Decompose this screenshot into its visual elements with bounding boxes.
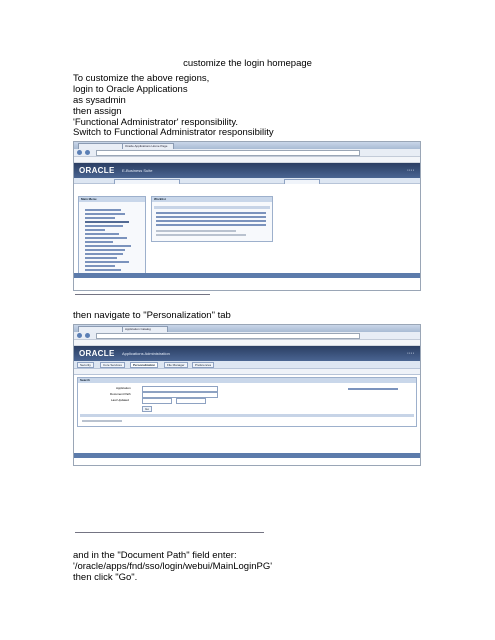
label-last-updated: Last Updated <box>111 398 129 402</box>
final-line: then click "Go". <box>73 572 138 583</box>
page-footer <box>74 273 420 278</box>
search-region <box>77 377 417 427</box>
menu-item[interactable] <box>85 245 131 247</box>
label-document-path: Document Path <box>110 392 131 396</box>
browser-titlebar <box>74 325 420 332</box>
worklist-row[interactable] <box>156 212 266 214</box>
app-name: Applications Administration <box>122 351 170 356</box>
back-icon[interactable] <box>77 333 82 338</box>
worklist-note <box>156 230 236 232</box>
step-personalization: then navigate to "Personalization" tab <box>73 310 231 321</box>
last-updated-from[interactable] <box>142 398 172 404</box>
menu-item[interactable] <box>85 229 105 231</box>
worklist-row[interactable] <box>156 216 266 218</box>
intro-line: To customize the above regions, <box>73 73 210 84</box>
address-bar[interactable] <box>96 333 360 339</box>
address-row <box>74 149 420 157</box>
url-caption: ▬▬▬▬▬▬▬▬▬▬▬▬▬▬▬▬▬▬▬▬▬▬▬▬▬▬▬▬▬▬▬▬▬▬▬▬▬▬▬▬▬▬▬▬▬ <box>75 292 210 296</box>
page-footer <box>74 453 420 458</box>
oracle-logo: ORACLE <box>79 166 115 175</box>
intro-line: login to Oracle Applications <box>73 84 188 95</box>
tab-core-services[interactable]: Core Services <box>100 362 125 368</box>
oracle-header <box>74 163 420 178</box>
main-menu-panel <box>78 196 146 278</box>
final-line: and in the "Document Path" field enter: <box>73 550 237 561</box>
oracle-logo: ORACLE <box>79 349 115 358</box>
address-row <box>74 332 420 340</box>
screenshot-functional-admin <box>73 324 421 466</box>
intro-line: then assign <box>73 106 122 117</box>
subtab-bar <box>74 369 420 375</box>
menu-item[interactable] <box>85 213 125 215</box>
menu-item[interactable] <box>85 237 127 239</box>
back-icon[interactable] <box>77 150 82 155</box>
menu-item[interactable] <box>85 253 123 255</box>
menu-item[interactable] <box>85 233 119 235</box>
intro-line: Switch to Functional Administrator responsibility <box>73 127 274 138</box>
menu-item[interactable] <box>85 225 123 227</box>
menu-item[interactable] <box>85 241 113 243</box>
intro-line: 'Functional Administrator' responsibility. <box>73 117 239 128</box>
tab-preferences[interactable]: Preferences <box>192 362 214 368</box>
browser-titlebar <box>74 142 420 149</box>
label-application: Application <box>116 386 131 390</box>
tab-bar <box>74 361 420 369</box>
worklist-note <box>156 234 246 236</box>
results-row <box>82 420 122 422</box>
global-links[interactable]: ▪ ▪ ▪ ▪ <box>407 351 414 355</box>
oracle-header <box>74 346 420 361</box>
go-button[interactable]: Go <box>142 406 152 412</box>
browser-tab-active[interactable]: Oracle Applications Home Page <box>122 143 174 150</box>
worklist-panel <box>151 196 273 242</box>
forward-icon[interactable] <box>85 333 90 338</box>
worklist-row[interactable] <box>156 224 266 226</box>
search-title: Search <box>78 378 416 383</box>
app-name: E-Business Suite <box>122 168 153 173</box>
menu-item[interactable] <box>85 265 115 267</box>
tab-file-manager[interactable]: File Manager <box>164 362 188 368</box>
menu-item[interactable] <box>85 269 121 271</box>
menu-item[interactable] <box>85 217 115 219</box>
results-header-row <box>80 414 414 417</box>
worklist-row[interactable] <box>156 220 266 222</box>
menu-item[interactable] <box>85 249 125 251</box>
global-links[interactable]: ▪ ▪ ▪ ▪ <box>407 168 414 172</box>
menu-item-selected[interactable] <box>85 221 129 223</box>
browser-tab-active[interactable]: Application Catalog <box>122 326 168 333</box>
personalization-structure-link[interactable] <box>348 388 398 390</box>
intro-line: as sysadmin <box>73 95 126 106</box>
url-caption: ▬▬▬▬▬▬▬▬▬▬▬▬▬▬▬▬▬▬▬▬▬▬▬▬▬▬▬▬▬▬▬▬▬▬▬▬▬▬▬▬▬▬▬▬▬▬▬▬▬▬▬▬▬▬▬▬▬▬▬▬▬▬▬ <box>75 530 264 534</box>
tab-personalization[interactable]: Personalization <box>130 362 158 368</box>
page-heading: customize the login homepage <box>183 58 312 69</box>
menu-item[interactable] <box>85 261 129 263</box>
final-line: '/oracle/apps/fnd/sso/login/webui/MainLoginPG' <box>73 561 273 572</box>
menu-item[interactable] <box>85 257 117 259</box>
main-menu-title: Main Menu <box>79 197 145 202</box>
screenshot-oracle-home <box>73 141 421 291</box>
tab-security[interactable]: Security <box>77 362 94 368</box>
worklist-title: Worklist <box>152 197 272 202</box>
last-updated-to[interactable] <box>176 398 206 404</box>
breadcrumb-band <box>74 184 420 189</box>
address-bar[interactable] <box>96 150 360 156</box>
worklist-header-row <box>154 206 270 209</box>
menu-item[interactable] <box>85 209 121 211</box>
forward-icon[interactable] <box>85 150 90 155</box>
